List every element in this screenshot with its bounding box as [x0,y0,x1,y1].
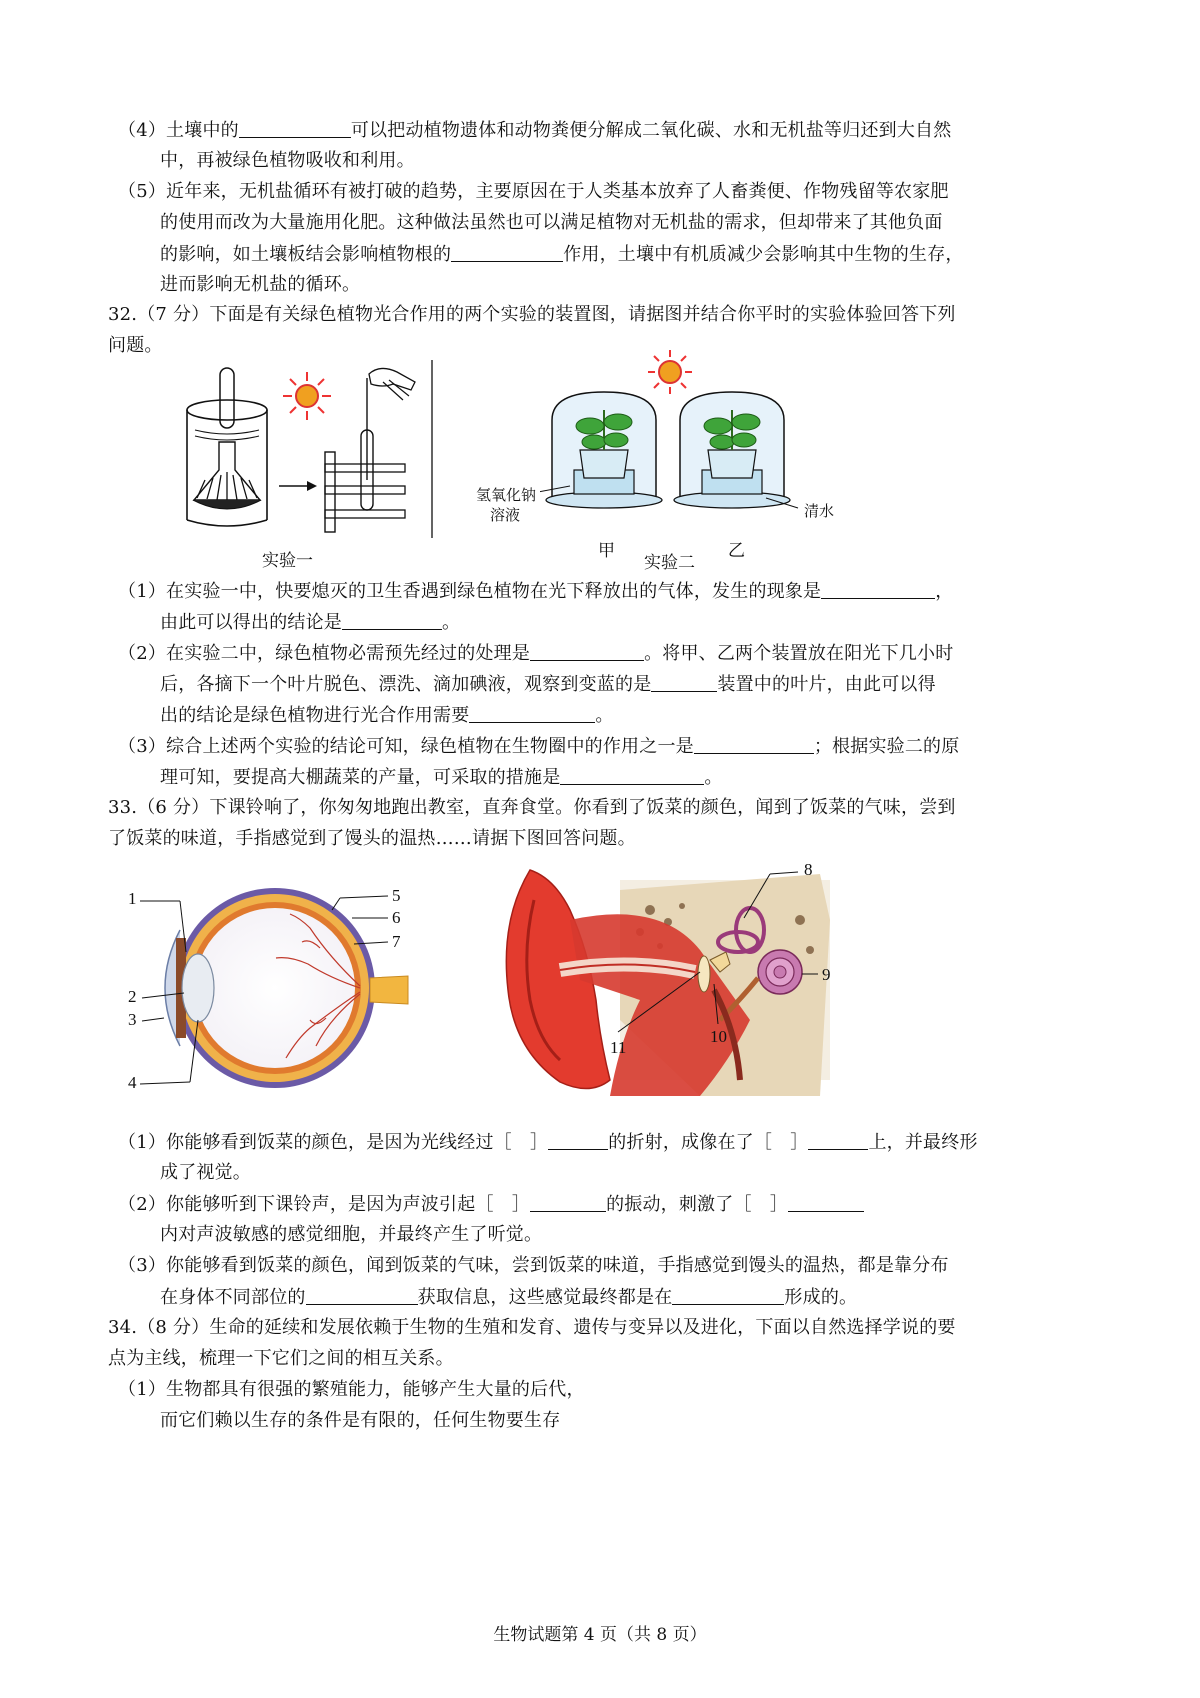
q31-part4-line1: （4）土壤中的 可以把动植物遗体和动物粪便分解成二氧化碳、水和无机盐等归还到大自然 [118,120,952,141]
label-jia: 甲 [598,541,615,561]
q32-part1-line1: （1）在实验一中，快要熄灭的卫生香遇到绿色植物在光下释放出的气体，发生的现象是 ， [118,581,954,602]
q34-part1-line1: （1）生物都具有很强的繁殖能力，能够产生大量的后代， [118,1379,585,1400]
answer-blank[interactable] [548,1131,608,1150]
q34-stem-line1: 34.（8 分）生命的延续和发展依赖于生物的生殖和发育、遗传与变异以及进化，下面以自然选择学说的要 [108,1317,956,1338]
experiment-two-figure [540,350,800,530]
q33-part3-line1: （3）你能够看到饭菜的颜色，闻到饭菜的气味，尝到饭菜的味道，手指感觉到馒头的温热，都是靠分布 [118,1255,949,1276]
q31-part5-line4: 进而影响无机盐的循环。 [160,274,361,295]
ear-label-11: 11 [610,1038,627,1057]
q31-part4-line2: 中，再被绿色植物吸收和利用。 [160,150,415,171]
answer-blank[interactable] [672,1286,784,1305]
q32-part2-line1: （2）在实验二中，绿色植物必需预先经过的处理是 。将甲、乙两个装置放在阳光下几小时 [118,643,954,664]
q31-part5-line3: 的影响，如土壤板结会影响植物根的 作用，土壤中有机质减少会影响其中生物的生存， [160,244,964,265]
answer-blank[interactable] [469,704,595,723]
answer-blank[interactable] [451,243,563,262]
page-footer: 生物试题第 4 页（共 8 页） [493,1625,707,1645]
eye-label-2: 2 [128,987,137,1006]
ear-structure-figure [500,860,830,1096]
q32-part3-line1: （3）综合上述两个实验的结论可知，绿色植物在生物圈中的作用之一是 ；根据实验二的原 [118,736,960,757]
answer-blank[interactable] [530,1193,606,1212]
label-solution: 溶液 [490,506,521,524]
q32-stem-line2: 问题。 [108,335,163,356]
ear-label-10: 10 [710,1027,727,1046]
q33-part2-line1: （2）你能够听到下课铃声，是因为声波引起［ ］ 的振动，刺激了［ ］ [118,1193,864,1216]
experiment-one-caption: 实验一 [262,551,313,571]
answer-blank[interactable] [342,611,442,630]
q33-part2-line2: 内对声波敏感的感觉细胞，并最终产生了听觉。 [160,1224,543,1245]
q33-part1-line2: 成了视觉。 [160,1162,251,1183]
q33-part3-line2: 在身体不同部位的 获取信息，这些感觉最终都是在 形成的。 [160,1287,858,1308]
answer-blank[interactable] [239,119,351,138]
q32-part1-line2: 由此可以得出的结论是 。 [160,612,461,633]
q34-stem-line2: 点为主线，梳理一下它们之间的相互关系。 [108,1348,454,1369]
eye-label-5: 5 [392,886,401,905]
q32-part2-line3: 出的结论是绿色植物进行光合作用需要 。 [160,705,614,726]
eye-label-7: 7 [392,932,401,951]
q31-part5-line2: 的使用而改为大量施用化肥。这种做法虽然也可以满足植物对无机盐的需求，但却带来了其他负面 [160,212,943,233]
answer-blank[interactable] [651,673,717,692]
q32-stem-line1: 32.（7 分）下面是有关绿色植物光合作用的两个实验的装置图，请据图并结合你平时的实验体验回答下列 [108,304,956,325]
label-clear-water: 清水 [804,502,835,520]
q34-part1-line2: 而它们赖以生存的条件是有限的，任何生物要生存 [160,1410,561,1431]
answer-blank[interactable] [694,735,814,754]
answer-blank[interactable] [530,642,644,661]
answer-blank[interactable] [808,1131,868,1150]
q33-part1-line1: （1）你能够看到饭菜的颜色，是因为光线经过［ ］ 的折射，成像在了［ ］ 上，并最终形 [118,1132,978,1153]
experiment-two-caption: 实验二 [644,553,695,573]
q32-part3-line2: 理可知，要提高大棚蔬菜的产量，可采取的措施是 。 [160,767,723,788]
q32-part2-line2: 后，各摘下一个叶片脱色、漂洗、滴加碘液，观察到变蓝的是 装置中的叶片，由此可以得 [160,674,936,695]
answer-blank[interactable] [560,766,704,785]
eye-label-1: 1 [128,889,137,908]
q31-part5-line1: （5）近年来，无机盐循环有被打破的趋势，主要原因在于人类基本放弃了人畜粪便、作物残留等农家肥 [118,181,949,202]
answer-blank[interactable] [821,580,935,599]
experiment-one-figure [175,360,440,542]
answer-blank[interactable] [306,1286,418,1305]
eye-structure-figure [140,868,410,1098]
ear-label-8: 8 [804,860,813,879]
ear-label-9: 9 [822,965,831,984]
label-sodium-hydroxide: 氢氧化钠 [476,486,537,504]
label-yi: 乙 [728,541,745,561]
eye-label-6: 6 [392,908,401,927]
q33-stem-line1: 33.（6 分）下课铃响了，你匆匆地跑出教室，直奔食堂。你看到了饭菜的颜色，闻到了饭菜的气味，尝到 [108,797,956,818]
q33-stem-line2: 了饭菜的味道，手指感觉到了馒头的温热……请据下图回答问题。 [108,828,636,849]
eye-label-3: 3 [128,1010,137,1029]
answer-blank[interactable] [788,1193,864,1212]
eye-label-4: 4 [128,1073,137,1092]
